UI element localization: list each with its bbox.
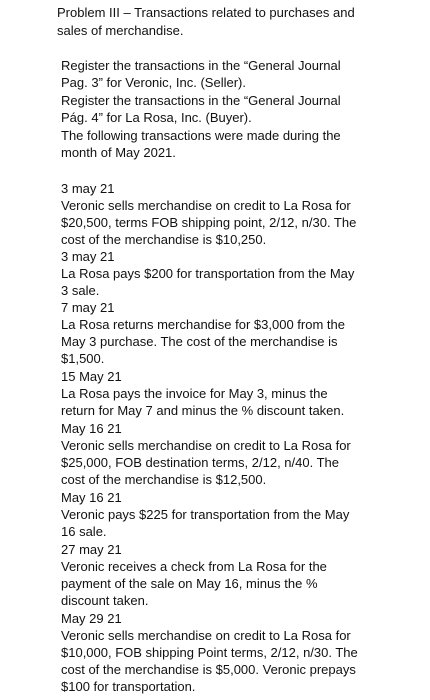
txn-line-5: 3 may 21 [61,249,115,264]
txn-line-23: Veronic receives a check from La Rosa for the [61,559,327,574]
txn-line-8: 7 may 21 [61,300,115,315]
txn-line-22: 27 may 21 [61,542,122,557]
txn-line-4: cost of the merchandise is $10,250. [61,232,267,247]
txn-line-10: May 3 purchase. The cost of the merchandise is [61,334,338,349]
txn-line-3: $20,500, terms FOB shipping point, 2/12, n/30. The [61,215,357,230]
txn-line-28: $10,000, FOB shipping Point terms, 2/12, n/30. The [61,645,358,660]
intro-line-4: Pág. 4” for La Rosa, Inc. (Buyer). [61,110,252,125]
txn-line-9: La Rosa returns merchandise for $3,000 from the [61,317,345,332]
txn-line-17: $25,000, FOB destination terms, 2/12, n/40. The [61,455,339,470]
txn-line-11: $1,500. [61,351,105,366]
txn-line-14: return for May 7 and minus the % discount taken. [61,403,345,418]
txn-line-2: Veronic sells merchandise on credit to La Rosa for [61,198,351,213]
intro-line-3: Register the transactions in the “General Journal [61,93,341,108]
txn-line-12: 15 May 21 [61,369,122,384]
txn-line-7: 3 sale. [61,283,100,298]
txn-line-25: discount taken. [61,593,149,608]
txn-line-19: May 16 21 [61,490,122,505]
intro-line-6: month of May 2021. [61,145,176,160]
title-line-1: Problem III – Transactions related to purchases and [57,5,355,20]
txn-line-27: Veronic sells merchandise on credit to La Rosa for [61,628,351,643]
txn-line-1: 3 may 21 [61,181,115,196]
txn-line-13: La Rosa pays the invoice for May 3, minus the [61,386,328,401]
txn-line-6: La Rosa pays $200 for transportation from the May [61,266,355,281]
txn-line-16: Veronic sells merchandise on credit to La Rosa for [61,438,351,453]
txn-line-30: $100 for transportation. [61,679,196,694]
intro-line-2: Pag. 3” for Veronic, Inc. (Seller). [61,75,246,90]
txn-line-26: May 29 21 [61,611,122,626]
intro-line-5: The following transactions were made during the [61,128,341,143]
title-line-2: sales of merchandise. [57,23,184,38]
intro-line-1: Register the transactions in the “General Journal [61,58,341,73]
txn-line-24: payment of the sale on May 16, minus the % [61,576,318,591]
txn-line-18: cost of the merchandise is $12,500. [61,472,267,487]
txn-line-21: 16 sale. [61,524,107,539]
txn-line-20: Veronic pays $225 for transportation from the May [61,507,350,522]
txn-line-29: cost of the merchandise is $5,000. Veronic prepays [61,662,356,677]
txn-line-15: May 16 21 [61,421,122,436]
